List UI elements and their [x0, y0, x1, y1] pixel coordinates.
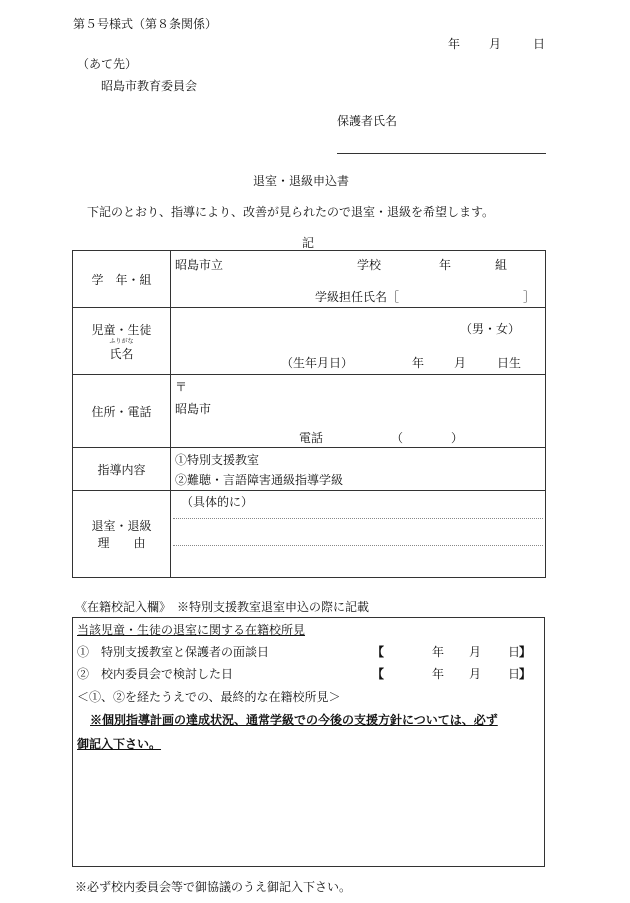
document-title: 退室・退級申込書 [253, 174, 350, 188]
reason-cell[interactable] [171, 491, 546, 578]
grade-row [73, 251, 546, 308]
form-number: 第５号様式（第８条関係） [73, 17, 218, 31]
kumi-label: 組 [495, 258, 508, 272]
item1-day: 日 [508, 645, 521, 659]
teacher-close: ］ [523, 290, 536, 304]
item2-bracket-close: 】 [519, 667, 532, 681]
item1-year: 年 [432, 645, 445, 659]
final-opinion-note: ＜①、②を経たうえでの、最終的な在籍校所見＞ [77, 690, 341, 704]
item1-bracket-open: 【 [372, 645, 385, 659]
guidance-row [73, 448, 546, 491]
gender-option[interactable]: （男・女） [460, 322, 521, 336]
address-label: 住所・電話 [73, 375, 171, 448]
guardian-name-line[interactable] [337, 153, 546, 154]
item1-month: 月 [469, 645, 482, 659]
guidance-option-1[interactable]: ①特別支援教室 [175, 453, 260, 467]
reason-line-2 [173, 545, 543, 546]
item2-day: 日 [508, 667, 521, 681]
guidance-label: 指導内容 [73, 448, 171, 491]
address-row [73, 375, 546, 448]
birth-month: 月 [454, 356, 467, 370]
reason-label-2: 理 由 [97, 536, 146, 550]
reason-label-1: 退室・退級 [91, 519, 152, 533]
school-section-heading: 当該児童・生徒の退室に関する在籍校所見 [77, 623, 306, 637]
date-day-label: 日 [533, 37, 546, 51]
name-label: 氏名 [109, 346, 134, 361]
date-month-label: 月 [489, 37, 502, 51]
grade-label: 学 年・組 [73, 251, 171, 308]
phone-open: （ [391, 431, 404, 445]
emphasis-line-1: ※個別指導計画の達成状況、通常学級での今後の支援方針については、必ず [90, 713, 498, 727]
student-label-cell [73, 308, 171, 375]
school-section-title: 《在籍校記入欄》 ※特別支援教室退室申込の際に記載 [75, 600, 370, 614]
phone-label: 電話 [299, 431, 324, 445]
school-prefix: 昭島市立 [175, 258, 224, 272]
item2-month: 月 [469, 667, 482, 681]
address-cell[interactable] [171, 375, 546, 448]
emphasis-line-2: 御記入下さい。 [77, 737, 162, 751]
guardian-name-label: 保護者氏名 [337, 114, 398, 128]
birth-day: 日生 [497, 356, 522, 370]
item-interview-date: ① 特別支援教室と保護者の面談日 [77, 645, 270, 659]
student-row [73, 308, 546, 375]
intro-text: 下記のとおり、指導により、改善が見られたので退室・退級を希望します。 [87, 205, 495, 219]
date-year-label: 年 [448, 37, 461, 51]
ki-label: 記 [302, 236, 315, 250]
student-label: 児童・生徒 [91, 322, 152, 337]
student-cell[interactable] [171, 308, 546, 375]
item2-bracket-open: 【 [372, 667, 385, 681]
item2-year: 年 [432, 667, 445, 681]
guidance-cell [171, 448, 546, 491]
reason-line-1 [173, 518, 543, 519]
postal-mark: 〒 [175, 380, 188, 394]
footer-note: ※必ず校内委員会等で御協議のうえ御記入下さい。 [75, 880, 352, 894]
phone-close: ） [451, 431, 464, 445]
reason-row [73, 491, 546, 578]
birth-year: 年 [412, 356, 425, 370]
item1-bracket-close: 】 [519, 645, 532, 659]
school-suffix: 学校 [357, 258, 382, 272]
nen-label: 年 [439, 258, 452, 272]
addressee: 昭島市教育委員会 [101, 79, 198, 93]
city-label: 昭島市 [175, 402, 212, 416]
reason-hint: （具体的に） [181, 495, 254, 509]
grade-cell[interactable] [171, 251, 546, 308]
reason-label-cell [73, 491, 171, 578]
furigana-label: ふりがな [109, 337, 134, 345]
teacher-label: 学級担任氏名［ [315, 290, 400, 304]
guidance-option-2[interactable]: ②難聴・言語障害通級指導学級 [175, 473, 344, 487]
addressee-label: （あて先） [77, 57, 138, 71]
application-table [72, 250, 546, 578]
birth-label: （生年月日） [281, 356, 354, 370]
item-committee-date: ② 校内委員会で検討した日 [77, 667, 234, 681]
